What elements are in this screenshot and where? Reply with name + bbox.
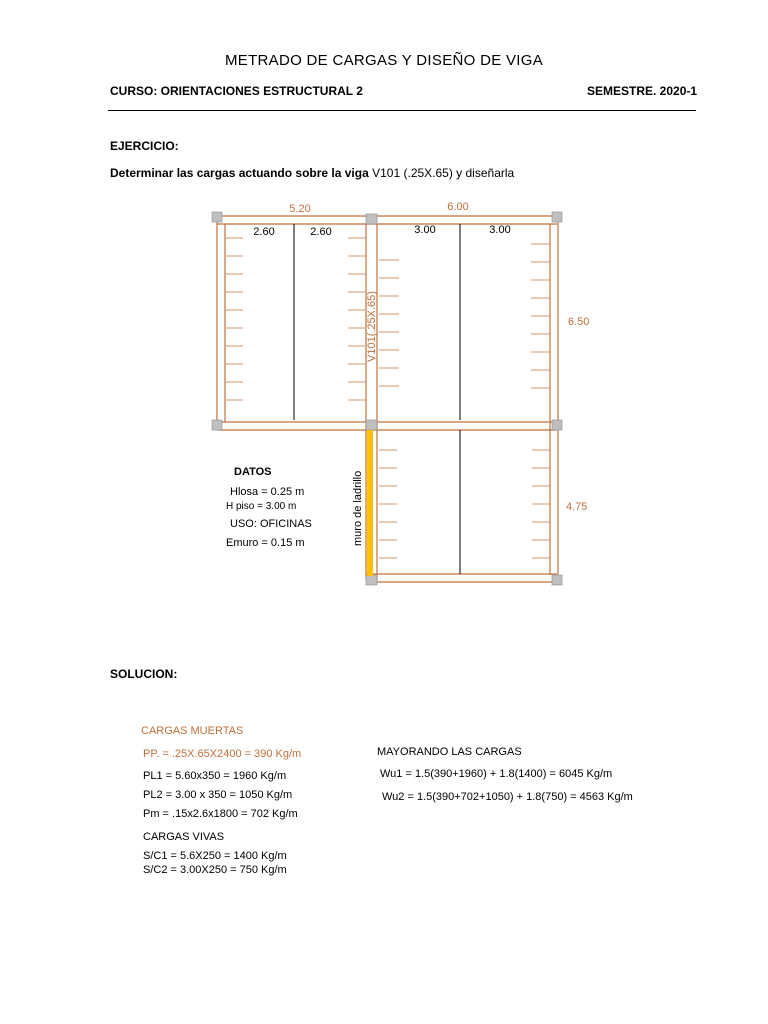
v101-beam-label: V101(.25X.65) bbox=[366, 291, 378, 362]
course-label: CURSO: ORIENTACIONES ESTRUCTURAL 2 bbox=[110, 84, 363, 98]
column bbox=[366, 575, 377, 585]
dead-loads-heading: CARGAS MUERTAS bbox=[141, 725, 244, 737]
solution-label: SOLUCION: bbox=[110, 667, 178, 681]
calc-wu2: Wu2 = 1.5(390+702+1050) + 1.8(750) = 4563 Kg/m bbox=[382, 791, 633, 803]
calc-pp: PP. = .25X.65X2400 = 390 Kg/m bbox=[143, 748, 302, 760]
calc-wu1: Wu1 = 1.5(390+1960) + 1.8(1400) = 6045 Kg/m bbox=[380, 768, 613, 780]
column bbox=[366, 420, 377, 430]
page-title: METRADO DE CARGAS Y DISEÑO DE VIGA bbox=[224, 52, 544, 69]
brick-wall bbox=[367, 430, 373, 576]
column bbox=[552, 212, 562, 222]
calc-sc1: S/C1 = 5.6X250 = 1400 Kg/m bbox=[143, 850, 287, 862]
datos-hpiso: H piso = 3.00 m bbox=[226, 501, 297, 512]
datos-emuro: Emuro = 0.15 m bbox=[226, 537, 305, 549]
datos-uso: USO: OFICINAS bbox=[230, 518, 312, 530]
column bbox=[212, 420, 222, 430]
calc-pm: Pm = .15x2.6x1800 = 702 Kg/m bbox=[143, 808, 298, 820]
exercise-statement-bold: Determinar las cargas actuando sobre la viga bbox=[110, 166, 369, 180]
dim-right-lower: 4.75 bbox=[566, 501, 588, 513]
sub-dim-right-2: 3.00 bbox=[489, 224, 511, 236]
dim-right-upper: 6.50 bbox=[568, 316, 590, 328]
column bbox=[552, 420, 562, 430]
datos-hlosa: Hlosa = 0.25 m bbox=[230, 486, 305, 498]
sub-dim-right-1: 3.00 bbox=[414, 224, 436, 236]
calc-sc2: S/C2 = 3.00X250 = 750 Kg/m bbox=[143, 864, 287, 876]
semester-label: SEMESTRE. 2020-1 bbox=[587, 84, 698, 98]
brick-wall-label: muro de ladrillo bbox=[352, 470, 364, 546]
exercise-statement-normal: V101 (.25X.65) y diseñarla bbox=[372, 166, 515, 180]
column bbox=[212, 212, 222, 222]
sub-dim-left-2: 2.60 bbox=[310, 226, 332, 238]
column bbox=[552, 575, 562, 585]
dim-top-right: 6.00 bbox=[447, 201, 469, 213]
dim-top-left: 5.20 bbox=[289, 203, 311, 215]
sub-dim-left-1: 2.60 bbox=[253, 226, 275, 238]
live-loads-heading: CARGAS VIVAS bbox=[143, 831, 225, 843]
calc-pl2: PL2 = 3.00 x 350 = 1050 Kg/m bbox=[143, 789, 293, 801]
datos-heading: DATOS bbox=[234, 466, 272, 478]
column bbox=[366, 214, 377, 224]
factored-loads-heading: MAYORANDO LAS CARGAS bbox=[377, 746, 522, 758]
calc-pl1: PL1 = 5.60x350 = 1960 Kg/m bbox=[143, 770, 287, 782]
exercise-label: EJERCICIO: bbox=[110, 139, 179, 153]
